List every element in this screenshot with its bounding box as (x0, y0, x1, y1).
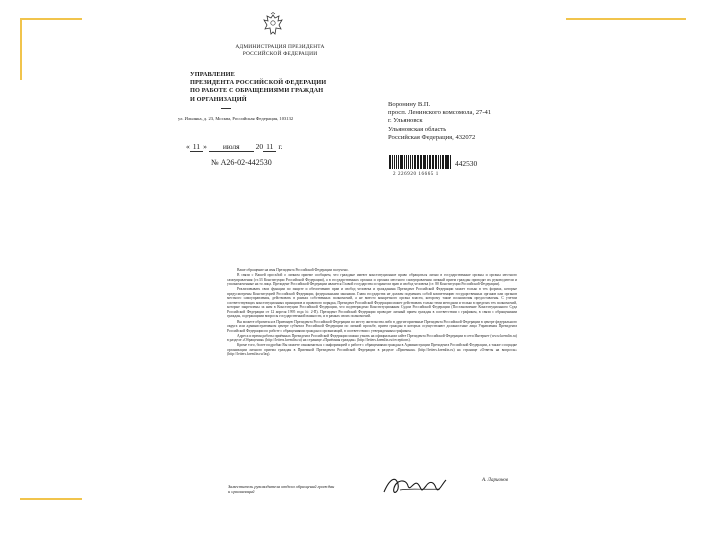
org-unit-line: ПРЕЗИДЕНТА РОССИЙСКОЙ ФЕДЕРАЦИИ (190, 79, 327, 87)
org-unit-line: И ОРГАНИЗАЦИЙ (190, 95, 247, 103)
divider (221, 108, 231, 109)
body-paragraph: Ваше обращение на имя Президента Российской Федерации получено. (237, 268, 349, 272)
barcode-stripe (440, 155, 441, 169)
date-suffix: г. (278, 142, 283, 151)
barcode-stripe (406, 155, 407, 169)
barcode-stripe (394, 155, 395, 169)
org-header (220, 44, 340, 58)
barcode-stripe (427, 155, 428, 169)
handwritten-signature-icon (380, 470, 450, 500)
slide-accent-line (20, 18, 82, 20)
barcode-stripe (398, 155, 399, 169)
barcode-stripe (389, 155, 391, 169)
barcode-stripe (404, 155, 405, 169)
barcode-stripe (429, 155, 431, 169)
barcode (389, 155, 451, 169)
barcode-stripe (421, 155, 422, 169)
barcode-stripe (396, 155, 398, 169)
recipient-line: Воронину В.П. (388, 101, 431, 108)
barcode-stripe (450, 155, 451, 169)
barcode-stripe (408, 155, 410, 169)
body-paragraph: Адреса и время работы приёмных Президента Российской Федерации можно узнать на официальном сайте Президента Российской Федерации в сети Интернет (www.kremlin.ru) в разделе «Обращения» (http://letters.kremlin.ru) на странице «Приёмная граждан» (http://letters.kremlin.ru/receptions). (227, 333, 517, 343)
body-paragraph: Вы можете обратиться в Приемную Президента Российской Федерации по месту жительства либо в другие приемные Президента Российской Федерации в центре федерального округа или административном центре субъекта Российской Федерации по личной просьбе, прием граждан в которых осуществляют должностные лица Управления Президента Российской Федерации по работе с обращениями граждан и организаций, в соответствии с утвержденным графиком. (227, 319, 517, 333)
org-line: РОССИЙСКОЙ ФЕДЕРАЦИИ (242, 51, 318, 57)
slide-accent-line (20, 498, 82, 500)
slide-accent-line (566, 18, 686, 20)
document-code: 442530 (455, 159, 478, 168)
barcode-stripe (445, 155, 446, 169)
signatory-name: А. Ларионов (482, 478, 509, 483)
body-paragraph: Реализовывать свои функции по защите и обеспечению прав и свобод человека и гражданина Президент Российской Федерации может только в тех формах, которые предусмотрены Конституцией Российской Федерации, федеральными законами. Глава государства не должен подменять собой компетенцию государственных органов или органов местного самоуправления, действовать в рамках собственных полномочий, а не вместо конкретного органа власти, которому такие полномочия предоставлены. С учетом соответствующих конституционных принципов и правового порядка, Президент Российской Федерации может действовать только теми методами и только в пределах тех полномочий, которые закреплены за ним в Конституции Российской Федерации, что подтверждено Конституционным Судом Российской Федерации (Постановление Конституционного Суда Российской Федерации от 12 апреля 1995 года № 2-П). Президент Российской Федерации проводит личный прием граждан в соответствии с графиком, в связи с обращениями граждан, содержащими вопросы государственной важности, и в рамках своих полномочий. (227, 287, 517, 319)
date-year-prefix: 20 (255, 142, 264, 151)
barcode-stripe (423, 155, 426, 169)
barcode-stripe (432, 155, 433, 169)
slide-accent-line (20, 18, 22, 80)
barcode-stripe (442, 155, 444, 169)
date-month: июля (209, 142, 254, 152)
barcode-stripe (446, 155, 449, 169)
registration-number: № А26-02-442530 (211, 158, 272, 167)
body-paragraph: В связи с Вашей просьбой о личном приеме сообщаем, что граждане имеют конституционное право обращаться лично в государственные органы и органы местного самоуправления (ст.33 Конституции Российской Федерации), а в государственных органах и органах местного самоуправления личный прием граждан проводят их руководители и уполномоченные на то лица. Президент Российской Федерации является Главой государства и гарантом прав и свобод человека (ст. 80 Конституции Российской Федерации). (227, 273, 517, 287)
date-year: 11 (263, 142, 276, 152)
date-day: 11 (190, 142, 203, 152)
barcode-stripe (400, 155, 403, 169)
barcode-stripe (417, 155, 419, 169)
barcode-stripe (438, 155, 439, 169)
org-unit-title (190, 71, 340, 104)
letter-body (227, 268, 517, 357)
org-unit-line: ПО РАБОТЕ С ОБРАЩЕНИЯМИ ГРАЖДАН (190, 87, 324, 95)
barcode-stripe (410, 155, 411, 169)
signatory-position (228, 484, 338, 495)
recipient-line: Ульяновская область (388, 125, 447, 133)
body-paragraph: Кроме того, более подробно Вы можете ознакомиться с информацией о работе с обращениями граждан в Администрации Президента Российской Федерации, а также о порядке организации личного приема граждан в Приемной Президента Российской Федерации в разделе «Приемная» (http://letters.kremlin.ru) на странице «Ответы на вопросы» (http://letters.kremlin.ru/faq). (227, 343, 517, 357)
signatory-line: и организаций (228, 489, 255, 495)
barcode-stripe (412, 155, 413, 169)
recipient-block (388, 101, 508, 142)
recipient-line: г. Ульяновск (388, 117, 423, 125)
org-unit-line: УПРАВЛЕНИЕ (190, 71, 235, 78)
document-date: « 11 » июля 20 11 г. (186, 142, 283, 151)
barcode-stripe (414, 155, 416, 169)
org-line: АДМИНИСТРАЦИЯ ПРЕЗИДЕНТА (235, 44, 325, 50)
signatory-line: Заместитель руководителя отдела обращений граждан (228, 484, 335, 489)
barcode-stripe (392, 155, 393, 169)
barcode-stripe (420, 155, 421, 169)
org-address: ул. Ильинка, д. 23, Москва, Российская Федерация, 103132 (178, 116, 294, 121)
double-headed-eagle-emblem-icon (262, 12, 284, 38)
recipient-line: Российская Федерация, 432072 (388, 133, 476, 141)
barcode-stripe (435, 155, 437, 169)
barcode-digits: 2 226920 16665 1 (393, 172, 439, 177)
barcode-stripe (433, 155, 434, 169)
recipient-line: просп. Ленинского комсомола, 27-41 (388, 109, 492, 117)
